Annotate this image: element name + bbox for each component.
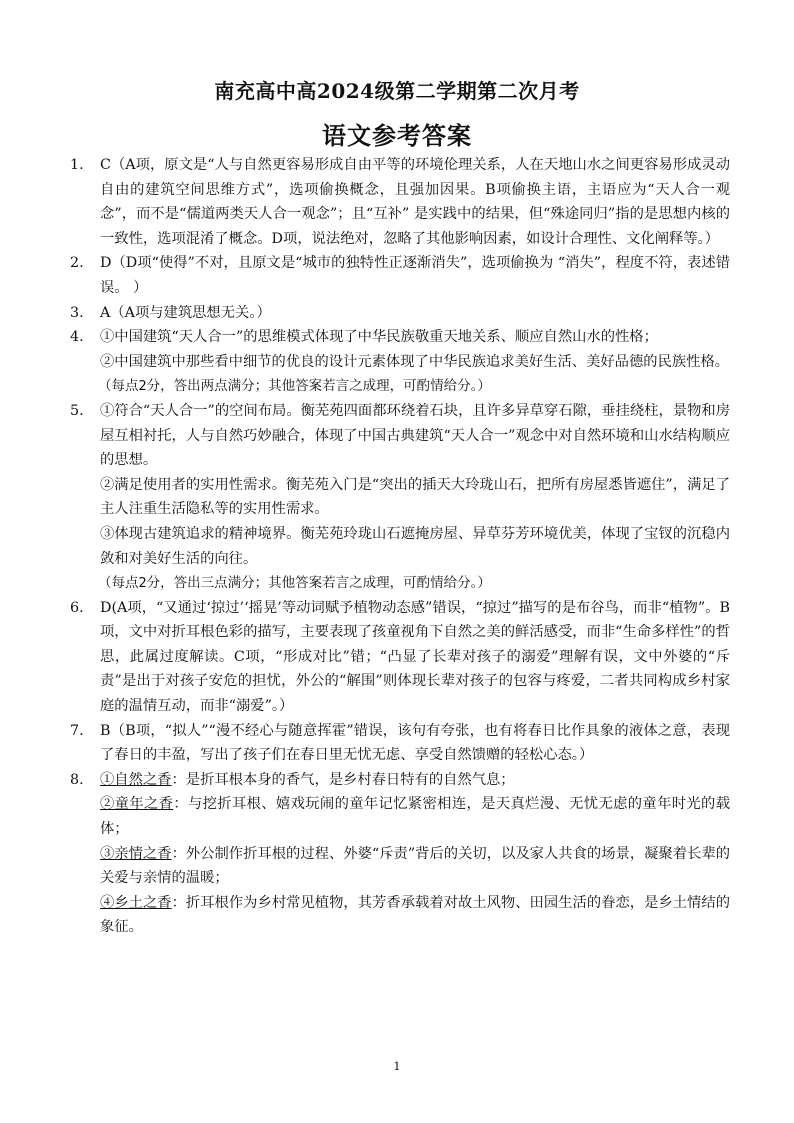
question-number: 4. (70, 329, 84, 346)
answer-text: C（A项，原文是“人与自然更容易形成自由平等的环境伦理关系，人在天地山水之间更容易形成灵动自由的建筑空间思维方式”，选项偷换概念，且强加因果。B项偷换主语，主语应为“天人合一观念”，而不是“儒道两类天人合一观念”；且“互补” 是实践中的结果，但“殊途同归”指的是思想内核的一致性，选项混淆了概念。D项，说法绝对，忽略了其他影响因素，如设计合理性、文化阐释等。） (100, 157, 730, 247)
answer-text: D（D项“使得”不对，且原文是“城市的独特性正逐渐消失”，选项偷换为 “消失”，程度不符，表述错误。 ） (100, 255, 730, 296)
point-label: ③亲情之香 (100, 845, 172, 862)
page-number: 1 (393, 1060, 401, 1073)
answer-item-7 (70, 719, 730, 768)
answer-point (100, 792, 730, 841)
scoring-note: （每点2分，答出两点满分；其他答案若言之成理，可酌情给分。） (98, 378, 491, 395)
question-number: 1. (70, 157, 84, 173)
point-text: ：是折耳根本身的香气，是乡村春日特有的自然气息； (171, 771, 515, 788)
answer-point: ③体现古建筑追求的精神境界。衡芜苑玲珑山石遮掩房屋、异草芬芳环境优美，体现了宝钗的沉稳内敛和对美好生活的向往。 (100, 525, 730, 567)
scoring-note: （每点2分，答出三点满分；其他答案若言之成理，可酌情给分。） (98, 575, 491, 592)
answer-point: ①中国建筑“天人合一”的思维模式体现了中华民族敬重天地关系、顺应自然山水的性格； (100, 329, 658, 346)
question-number: 2. (70, 255, 84, 272)
question-number: 7. (70, 722, 84, 739)
point-label: ②童年之香 (100, 796, 174, 813)
point-label: ④乡土之香 (100, 894, 172, 911)
answer-list (70, 153, 730, 940)
answer-point (100, 891, 730, 940)
answer-item-1 (70, 153, 730, 251)
answer-item-4 (70, 325, 730, 374)
answer-item-3 (70, 301, 730, 326)
answer-point: ①符合“天人合一”的空间布局。衡芜苑四面都环绕着石块，且许多异草穿石隙，垂挂绕柱，景物和房屋互相衬托，人与自然巧妙融合，体现了中国古典建筑“天人合一”观念中对自然环境和山水结构顺应的思想。 (100, 402, 730, 469)
point-label: ①自然之香 (100, 771, 172, 788)
answer-item-6 (70, 596, 730, 719)
answer-text: A（A项与建筑思想无关。） (100, 304, 271, 321)
answer-item-5 (70, 399, 730, 571)
page-title: 语文参考答案 (322, 121, 472, 150)
answer-point (100, 768, 730, 793)
point-text: ：外公制作折耳根的过程、外婆“斥责”背后的关切，以及家人共食的场景，凝聚着长辈的关爱与亲情的温暖； (100, 845, 730, 887)
answer-point: ②中国建筑中那些看中细节的优良的设计元素体现了中华民族追求美好生活、美好品德的民族性格。 (100, 353, 730, 370)
answer-item-8 (70, 768, 730, 940)
answer-text: B（B项，“拟人”“漫不经心与随意挥霍”错误，该句有夸张，也有将春日比作具象的液体之意，表现了春日的丰盈，写出了孩子们在春日里无忧无虑、享受自然馈赠的轻松心态。） (100, 722, 730, 764)
answer-point: ②满足使用者的实用性需求。衡芜苑入门是“突出的插天大玲珑山石，把所有房屋悉皆遮住”，满足了主人注重生活隐私等的实用性需求。 (100, 476, 730, 518)
point-text: ：折耳根作为乡村常见植物，其芳香承载着对故土风物、田园生活的眷恋，是乡土情结的象征。 (100, 894, 730, 936)
question-number: 3. (70, 304, 84, 321)
answer-item-2 (70, 251, 730, 300)
question-number: 6. (70, 599, 84, 616)
answer-point (100, 842, 730, 891)
answer-text: D(A项，“又通过‘掠过’‘摇晃’等动词赋予植物动态感”错误，“掠过”描写的是布谷鸟，而非“植物”。B项，文中对折耳根色彩的描写，主要表现了孩童视角下自然之美的鲜活感受，而非“生命多样性”的哲思，此属过度解读。C项，“形成对比”错；“凸显了长辈对孩子的溺爱”理解有误，文中外婆的“斥责”是出于对孩子安危的担忧，外公的“解围”则体现长辈对孩子的包容与疼爱，二者共同构成乡村家庭的温情互动，而非“溺爱”。） (100, 599, 730, 715)
point-text: ：与挖折耳根、嬉戏玩闹的童年记忆紧密相连，是天真烂漫、无忧无虑的童年时光的载体； (100, 796, 731, 838)
question-number: 8. (70, 771, 84, 788)
exam-title: 南充高中高2024级第二学期第二次月考 (214, 79, 580, 103)
question-number: 5. (70, 402, 84, 419)
